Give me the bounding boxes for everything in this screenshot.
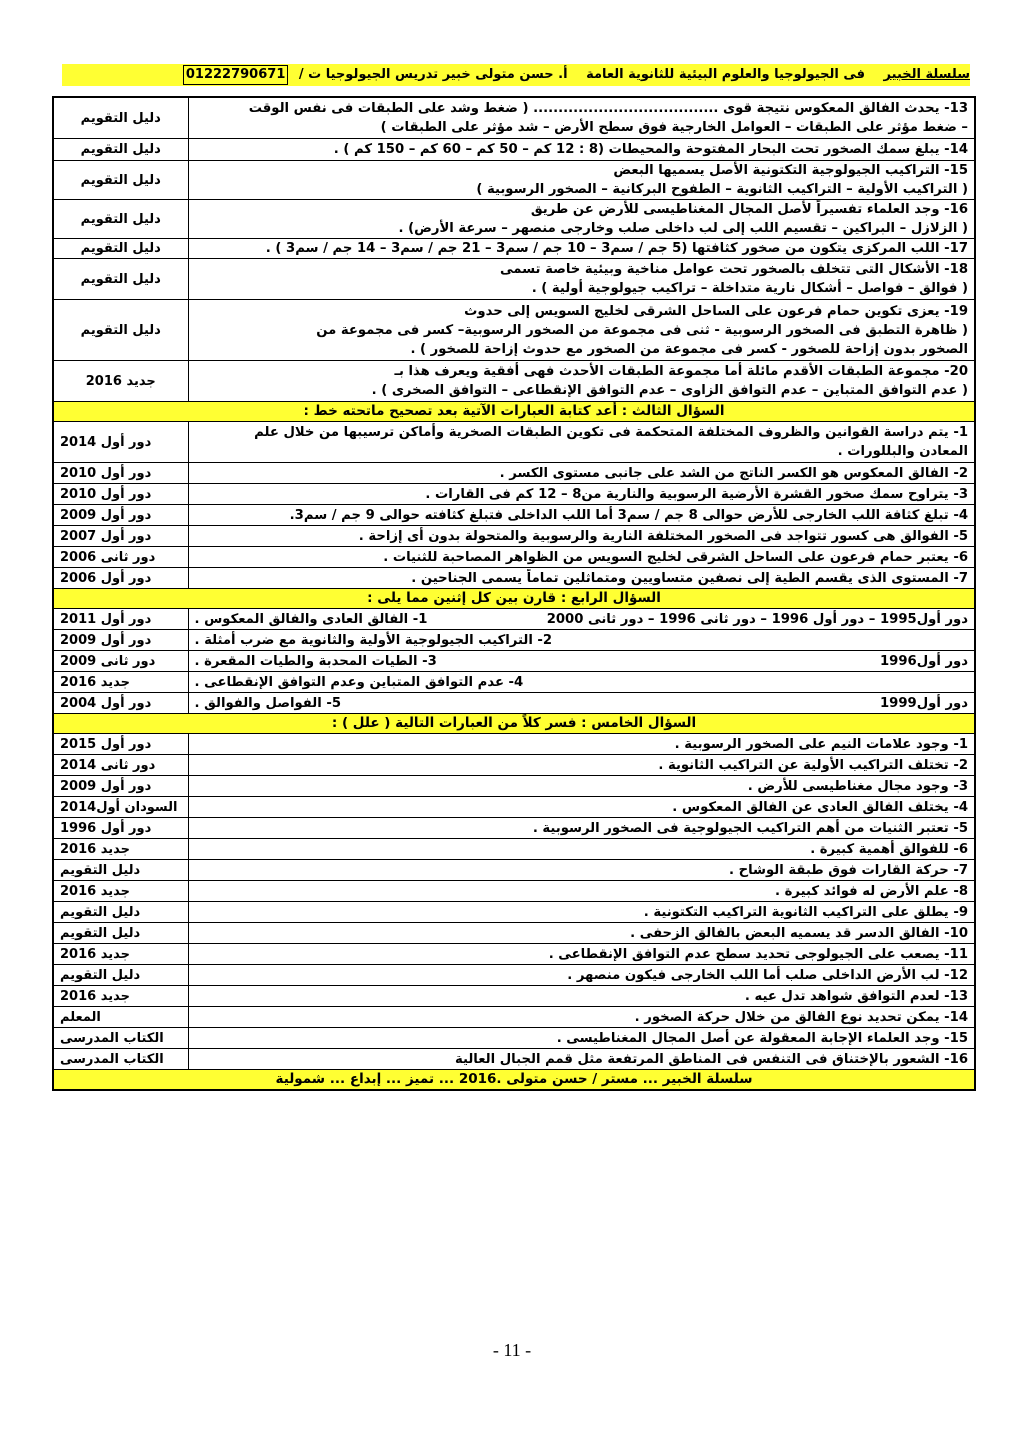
question-text <box>188 361 975 402</box>
question-line: 16- وجد العلماء تفسيراً لأصل المجال المغناطيسى للأرض عن طريق <box>530 202 968 217</box>
source-label: جديد 2016 <box>53 839 188 860</box>
section-4-header <box>53 589 975 609</box>
question-line: 14- يبلغ سمك الصخور تحت البحار المفتوحة والمحيطات (8 : 12 كم – 50 كم – 60 كم – 150 كم ) . <box>333 142 968 157</box>
explain-row <box>53 881 975 902</box>
correction-row <box>53 526 975 547</box>
question-line: 3- الطيات المحدبة والطيات المقعرة . <box>194 653 437 669</box>
mcq-row <box>53 200 975 239</box>
source-label: الكتاب المدرسى <box>53 1049 188 1070</box>
question-text: 7- حركة القارات فوق طبقة الوشاح . <box>188 860 975 881</box>
phone-number: 01222790671 <box>183 65 289 85</box>
section-5-header <box>53 714 975 734</box>
question-line: 3- يتراوح سمك صخور القشرة الأرضية الرسوبية والنارية من8 – 12 كم فى القارات . <box>425 486 968 502</box>
question-text <box>188 609 975 630</box>
source-label: المعلم <box>53 1007 188 1028</box>
section-title: سلسلة الخبير ... مستر / حسن متولى .2016 ... تميز ... إبداع ... شمولية <box>53 1070 975 1091</box>
correction-row <box>53 568 975 589</box>
question-line: ( ظاهرة التطبق فى الصخور الرسوبية - ثنى فى مجموعة من الصخور الرسوبية– كسر فى مجموعة من <box>316 322 968 338</box>
mcq-row <box>53 361 975 402</box>
explain-row <box>53 923 975 944</box>
source-label: جديد 2016 <box>53 881 188 902</box>
compare-row <box>53 651 975 672</box>
exam-years <box>950 631 968 650</box>
source-label: دور أول 2009 <box>53 505 188 526</box>
question-text: 9- يطلق على التراكيب الثانوية التراكيب التكتونية . <box>188 902 975 923</box>
section-title: السؤال الثالث : أعد كتابة العبارات الآتية بعد تصحيح ماتحته خط : <box>53 402 975 422</box>
page-header <box>62 64 970 86</box>
question-line: ( فوالق – فواصل – أشكال نارية متداخلة – تراكيب جيولوجية أولية ) . <box>531 281 968 296</box>
question-text <box>188 693 975 714</box>
source-label: دليل التقويم <box>53 239 188 259</box>
question-text: 3- وجود مجال مغناطيسى للأرض . <box>188 776 975 797</box>
explain-row <box>53 1028 975 1049</box>
mcq-row <box>53 239 975 259</box>
source-label: جديد 2016 <box>53 986 188 1007</box>
question-line: ( عدم التوافق المتباين – عدم التوافق الزاوى – عدم التوافق الإنقطاعى – التوافق الصخرى ) . <box>371 383 968 398</box>
question-line: 4- عدم التوافق المتباين وعدم التوافق الإنقطاعى . <box>194 674 524 690</box>
series-title: سلسلة الخبير <box>883 67 970 82</box>
explain-row <box>53 965 975 986</box>
question-line: 19- يعزى تكوين حمام فرعون على الساحل الشرقى لخليج السويس إلى حدوث <box>464 303 968 319</box>
exam-years: دور أول1995 – دور أول 1996 – دور ثانى 1996 – دور ثانى 2000 <box>546 611 968 627</box>
explain-row <box>53 818 975 839</box>
source-label: دور أول 2004 <box>53 693 188 714</box>
question-text <box>188 568 975 589</box>
section-title: السؤال الخامس : فسر كلاً من العبارات التالية ( علل ) : <box>53 714 975 734</box>
mcq-row <box>53 259 975 300</box>
source-label: دور أول 2006 <box>53 568 188 589</box>
question-text <box>188 505 975 526</box>
question-text <box>188 259 975 300</box>
exam-years: دور أول1999 <box>879 695 968 711</box>
source-label: دور ثانى 2009 <box>53 651 188 672</box>
question-text <box>188 239 975 259</box>
correction-row <box>53 547 975 568</box>
source-label: جديد 2016 <box>53 672 188 693</box>
question-line: 18- الأشكال التى تتخلف بالصخور تحت عوامل مناخية وبيئية خاصة تسمى <box>499 262 968 277</box>
question-line: 5- الفواصل والفوالق . <box>194 695 341 711</box>
question-line: 2- التراكيب الجيولوجية الأولية والثانوية مع ضرب أمثلة . <box>194 632 553 648</box>
source-label: دليل التقويم <box>53 965 188 986</box>
explain-row <box>53 944 975 965</box>
question-text: 6- للفوالق أهمية كبيرة . <box>188 839 975 860</box>
compare-row <box>53 609 975 630</box>
explain-row <box>53 797 975 818</box>
question-text <box>188 200 975 239</box>
section-title: السؤال الرابع : قارن بين كل إثنين مما يلى : <box>53 589 975 609</box>
question-line: 1- الفالق العادى والفالق المعكوس . <box>194 611 428 627</box>
explain-row <box>53 1007 975 1028</box>
source-label: دور أول 2009 <box>53 776 188 797</box>
question-line: 4- تبلغ كثافة اللب الخارجى للأرض حوالى 8 جم / سم3 أما اللب الداخلى فتبلغ كثافته حوالى 9 جم / سم3. <box>289 507 968 523</box>
question-line: 6- يعتبر حمام فرعون على الساحل الشرقى لخليج السويس من الظواهر المصاحبة للثنيات . <box>383 549 968 565</box>
correction-row <box>53 422 975 463</box>
question-text: 11- يصعب على الجيولوجى تحديد سطح عدم التوافق الإنقطاعى . <box>188 944 975 965</box>
question-text: 12- لب الأرض الداخلى صلب أما اللب الخارجى فيكون منصهر . <box>188 965 975 986</box>
source-label: جديد 2016 <box>53 944 188 965</box>
question-line: 7- المستوى الذى يقسم الطية إلى نصفين متساويين ومتماثلين تماماً يسمى الجناحين . <box>411 570 968 586</box>
exam-years: دور أول1996 <box>879 653 968 669</box>
question-text: 8- علم الأرض له فوائد كبيرة . <box>188 881 975 902</box>
source-label: جديد 2016 <box>53 361 188 402</box>
question-text <box>188 672 975 693</box>
question-text <box>188 422 975 463</box>
explain-row <box>53 734 975 755</box>
source-label: دليل التقويم <box>53 300 188 361</box>
source-label: دليل التقويم <box>53 902 188 923</box>
question-text: 2- تختلف التراكيب الأولية عن التراكيب الثانوية . <box>188 755 975 776</box>
source-label: دور أول 2015 <box>53 734 188 755</box>
source-label: الكتاب المدرسى <box>53 1028 188 1049</box>
question-text <box>188 651 975 672</box>
question-text <box>188 161 975 200</box>
source-label: دليل التقويم <box>53 923 188 944</box>
source-label: دور أول 2011 <box>53 609 188 630</box>
source-label: السودان أول2014 <box>53 797 188 818</box>
source-label: دليل التقويم <box>53 259 188 300</box>
source-label: دور أول 2010 <box>53 484 188 505</box>
question-line: الصخور بدون إزاحة للصخور - كسر فى مجموعة من الصخور مع حدوث إزاحة للصخور ) . <box>410 341 968 357</box>
source-label: دور أول 2009 <box>53 630 188 651</box>
question-line: 2- الفالق المعكوس هو الكسر الناتج من الشد على جانبى مستوى الكسر . <box>499 465 968 481</box>
question-text: 16- الشعور بالإختناق فى التنفس فى المناطق المرتفعة مثل قمم الجبال العالية <box>188 1049 975 1070</box>
question-text: 5- تعتبر الثنيات من أهم التراكيب الجيولوجية فى الصخور الرسوبية . <box>188 818 975 839</box>
mcq-row <box>53 97 975 139</box>
exam-years <box>950 673 968 692</box>
question-text: 10- الفالق الدسر قد يسميه البعض بالفالق الزحفى . <box>188 923 975 944</box>
compare-row <box>53 672 975 693</box>
explain-row <box>53 1049 975 1070</box>
question-text <box>188 547 975 568</box>
question-text <box>188 300 975 361</box>
question-line: 1- يتم دراسة القوانين والظروف المختلفة المتحكمة فى تكوين الطبقات الصخرية وأماكن ترسيبها من خلال علم <box>254 425 968 440</box>
question-line: – ضغط مؤثر على الطبقات – العوامل الخارجية فوق سطح الأرض – شد مؤثر على الطبقات ) <box>380 120 968 135</box>
question-text <box>188 139 975 161</box>
section-3-header <box>53 402 975 422</box>
correction-row <box>53 505 975 526</box>
question-line: 13- يحدث الفالق المعكوس نتيجة قوى ..................................... ( ضغط وشد على الطبقات فى نفس الوقت <box>248 101 968 116</box>
source-label: دليل التقويم <box>53 161 188 200</box>
question-text: 1- وجود علامات النيم على الصخور الرسوبية . <box>188 734 975 755</box>
explain-row <box>53 902 975 923</box>
compare-row <box>53 693 975 714</box>
mcq-row <box>53 161 975 200</box>
question-text <box>188 97 975 139</box>
question-text <box>188 526 975 547</box>
question-line: 17- اللب المركزى يتكون من صخور كثافتها (5 جم / سم3 – 10 جم / سم3 – 21 جم / سم3 – 14 جم / سم3 ) . <box>265 241 968 256</box>
teacher-name: أ. حسن متولى خبير تدريس الجيولوجيا ت / <box>298 67 568 82</box>
source-label: دليل التقويم <box>53 139 188 161</box>
page-number: - 11 - <box>492 1340 532 1360</box>
correction-row <box>53 463 975 484</box>
explain-row <box>53 986 975 1007</box>
question-line: 20- مجموعة الطبقات الأقدم مائلة أما مجموعة الطبقات الأحدث فهى أفقية ويعرف هذا بـ <box>394 364 968 379</box>
source-label: دور أول 2010 <box>53 463 188 484</box>
source-label: دور ثانى 2014 <box>53 755 188 776</box>
question-text <box>188 484 975 505</box>
correction-row <box>53 484 975 505</box>
source-label: دليل التقويم <box>53 200 188 239</box>
question-line: ( الزلازل – البراكين – تقسيم اللب إلى لب داخلى صلب وخارجى منصهر – سرعة الأرض) . <box>398 221 968 236</box>
question-text: 4- يختلف الفالق العادى عن الفالق المعكوس . <box>188 797 975 818</box>
question-line: المعادن والبللورات . <box>837 444 968 459</box>
question-text <box>188 463 975 484</box>
explain-row <box>53 839 975 860</box>
question-line: 5- الفوالق هى كسور تتواجد فى الصخور المختلفة النارية والرسوبية والمتحولة بدون أى إزاحة . <box>358 528 968 544</box>
source-label: دور أول 1996 <box>53 818 188 839</box>
source-label: دور ثانى 2006 <box>53 547 188 568</box>
question-line: ( التراكيب الأولية – التراكيب الثانوية – الطفوح البركانية – الصخور الرسوبية ) <box>476 182 968 197</box>
questions-table <box>52 96 976 1091</box>
explain-row <box>53 776 975 797</box>
source-label: دور أول 2014 <box>53 422 188 463</box>
footer-slogan <box>53 1070 975 1091</box>
explain-row <box>53 755 975 776</box>
source-label: دليل التقويم <box>53 97 188 139</box>
question-text: 13- لعدم التوافق شواهد تدل عيه . <box>188 986 975 1007</box>
question-text <box>188 630 975 651</box>
explain-row <box>53 860 975 881</box>
source-label: دليل التقويم <box>53 860 188 881</box>
question-line: 15- التراكيب الجيولوجية التكتونية الأصل يسميها البعض <box>613 163 968 178</box>
source-label: دور أول 2007 <box>53 526 188 547</box>
mcq-row <box>53 300 975 361</box>
compare-row <box>53 630 975 651</box>
question-text: 14- يمكن تحديد نوع الفالق من خلال حركة الصخور . <box>188 1007 975 1028</box>
question-text: 15- وجد العلماء الإجابة المعقولة عن أصل المجال المغناطيسى . <box>188 1028 975 1049</box>
mcq-row <box>53 139 975 161</box>
subject-title: فى الجيولوجيا والعلوم البيئية للثانوية العامة <box>586 67 866 82</box>
